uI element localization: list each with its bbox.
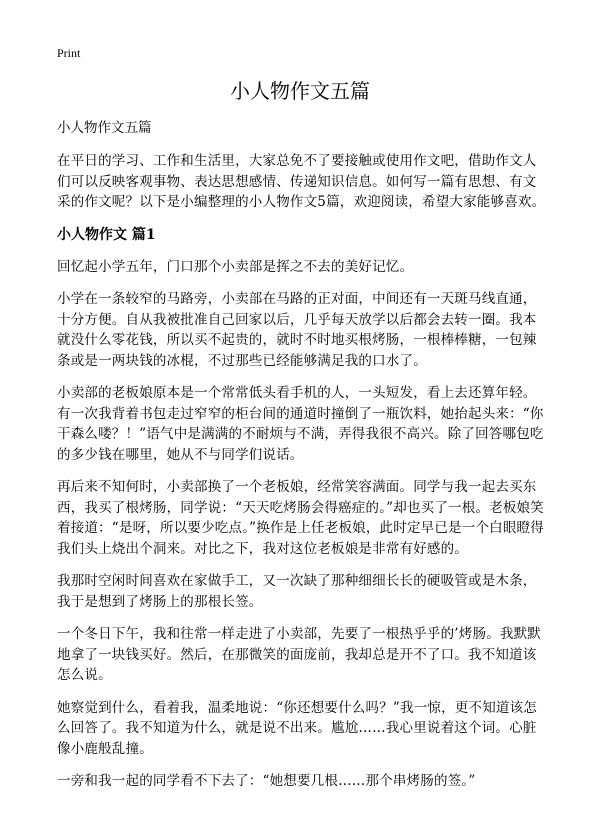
- article-body: [57, 118, 547, 804]
- paragraph: 一个冬日下午，我和往常一样走进了小卖部，先要了一根热乎乎的’烤肠。我默默地拿了一块钱买好。然后，在那微笑的面庞前，我却总是开不了口。我不知道该怎么说。: [57, 626, 541, 683]
- page-title: 小人物作文五篇: [230, 79, 370, 103]
- intro-paragraph: 在平日的学习、工作和生活里，大家总免不了要接触或使用作文吧，借助作文人们可以反映客观事物、表达思想感情、传递知识信息。如何写一篇有思想、有文采的作文呢？以下是小编整理的小人物作文5篇，欢迎阅读，希望大家能够喜欢。: [57, 153, 546, 210]
- paragraph: 再后来不知何时，小卖部换了一个老板娘，经常笑容满面。同学与我一起去买东西，我买了根烤肠，同学说：“天天吃烤肠会得癌症的。”却也买了一根。老板娘笑着接道：“是呀，所以要少吃点。”换作是上任老板娘，此时定早已是一个白眼瞪得我们头上烧出个洞来。对比之下，我对这位老板娘是非常有好感的。: [57, 479, 544, 557]
- paragraph: 回忆起小学五年，门口那个小卖部是挥之不去的美好记忆。: [57, 258, 414, 275]
- paragraph: 我那时空闲时间喜欢在家做手工，又一次缺了那种细细长长的硬吸管或是木条，我于是想到了烤肠上的那根长签。: [57, 573, 537, 610]
- print-link[interactable]: Print: [57, 46, 81, 60]
- paragraph: 一旁和我一起的同学看不下去了：“她想要几根……那个串烤肠的签。”: [57, 773, 476, 789]
- paragraph: 小学在一条较窄的马路旁，小卖部在马路的正对面，中间还有一天斑马线直通，十分方便。自从我被批准自己回家以后，几乎每天放学以后都会去转一圈。我本就没什么零花钱，所以买不起贵的，就时不时地买根烤肠，一根棒棒糖，一包辣条或是一两块钱的冰棍，不过那些已经能够满足我的口水了。: [57, 291, 537, 369]
- article-subtitle: 小人物作文五篇: [57, 120, 152, 136]
- section-heading: 小人物作文 篇1: [57, 226, 156, 243]
- paragraph: 她察觉到什么，看着我，温柔地说：“你还想要什么吗？”我一惊，更不知道该怎么回答了。我不知道为什么，就是说不出来。尴尬……我心里说着这个词。心脏像小鹿般乱撞。: [57, 699, 538, 757]
- paragraph: 小卖部的老板娘原本是一个常常低头看手机的人，一头短发，看上去还算年轻。有一次我背着书包走过窄窄的柜台间的通道时撞倒了一瓶饮料，她抬起头来：“你干森么喽？！”语气中是满满的不耐烦与不满，弄得我很不高兴。除了回答哪包吃的多少钱在哪里，她从不与同学们说话。: [57, 385, 544, 463]
